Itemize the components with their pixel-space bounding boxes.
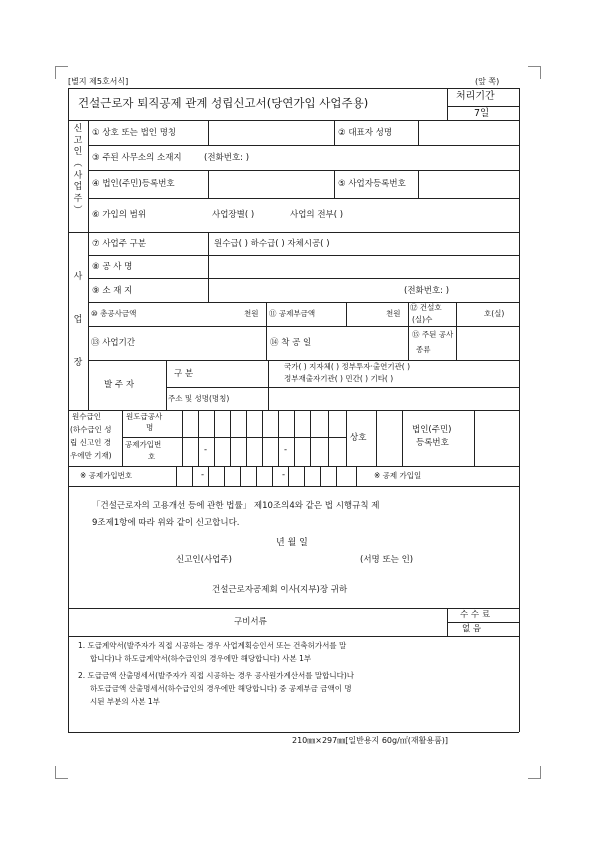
fee-value: 없 음 — [462, 624, 482, 634]
member-dash-2: - — [282, 470, 286, 480]
project-period-label: ⑬ 사업기간 — [91, 338, 136, 348]
paper-size-note: 210㎜×297㎜[일반용지 60g/㎡(재활용품)] — [292, 736, 449, 745]
client-address-label: 주소 및 성명(명칭) — [168, 394, 230, 403]
office-phone-label: (전화번호: ) — [204, 153, 250, 163]
member-number-label: ※ 공제가입번호 — [80, 471, 133, 480]
processing-period-label: 처리기간 — [456, 91, 495, 102]
client-label: 발 주 자 — [104, 380, 135, 390]
crop-mark-tl — [55, 66, 68, 79]
crop-mark-br — [528, 766, 541, 779]
page-side: (앞 쪽) — [475, 77, 500, 86]
prime-label-3: 립 신고인 경 — [70, 438, 111, 447]
biz-reg-no-label: ⑤ 사업자등록번호 — [338, 179, 406, 189]
biz-reg-no-input[interactable] — [419, 171, 518, 197]
representative-input[interactable] — [419, 121, 518, 144]
units-label-2: (실)수 — [412, 315, 433, 324]
doc-item-2-line-3: 시된 부분의 사본 1부 — [90, 697, 160, 706]
office-address-label: ③ 주된 사무소의 소재지 — [92, 153, 182, 163]
client-type-options-2[interactable]: 정부재출자기관( ) 민간( ) 기타( ) — [284, 374, 394, 383]
coverage-per-site-option[interactable]: 사업장별( ) — [212, 210, 255, 220]
office-address-input[interactable] — [300, 146, 518, 169]
declaration-line-2: 9조제1항에 따라 위와 같이 신고합니다. — [92, 518, 240, 528]
project-name-label: ⑧ 공 사 명 — [92, 262, 133, 272]
corp-reg-no-label: ④ 법인(주민)등록번호 — [92, 179, 175, 189]
site-address-label: ⑨ 소 재 지 — [92, 286, 133, 296]
member-dash-1: - — [201, 470, 205, 480]
site-section-label: 사 업 장 — [73, 272, 83, 369]
business-name-input[interactable] — [209, 121, 333, 144]
form-number: [별지 제5호서식] — [68, 77, 129, 86]
doc-item-1-line-2: 합니다)나 하도급계약서(하수급인의 경우에만 해당합니다) 사본 1부 — [90, 654, 312, 663]
recipient-line: 건설근로자공제회 이사(지부)장 귀하 — [212, 585, 348, 595]
project-name-input[interactable] — [209, 256, 518, 277]
doc-item-2-line-1: 2. 도급금액 산출명세서(발주자가 직접 시공하는 경우 공사원가계산서를 말합니다)나 — [78, 671, 355, 680]
corp-reg-no-input[interactable] — [209, 171, 333, 197]
employer-type-label: ⑦ 사업주 구분 — [92, 239, 147, 249]
coverage-label: ⑥ 가입의 범위 — [92, 210, 147, 220]
declaration-line-1: 「건설근로자의 고용개선 등에 관한 법률」 제10조의4와 같은 법 시행규칙 제 — [92, 501, 380, 511]
prime-label-1: 원수급인 — [72, 412, 101, 421]
main-work-type-label-1: ⑮ 주된 공사 — [412, 330, 454, 339]
prime-reg-label-1: 법인(주민) — [412, 425, 452, 435]
processing-period-value: 7일 — [474, 108, 490, 119]
prime-contract-name-label-2: 명 — [146, 423, 154, 432]
prime-contract-name-label-1: 원도급공사 — [126, 412, 163, 421]
contribution-amount-label: ⑪ 공제부금액 — [269, 309, 316, 318]
doc-item-1-line-1: 1. 도급계약서(발주자가 직접 시공하는 경우 사업계획승인서 또는 건축허가서를 말 — [78, 641, 347, 650]
total-amount-unit: 천원 — [244, 309, 259, 318]
start-date-label: ⑭ 착 공 일 — [270, 338, 312, 348]
employer-type-options[interactable]: 원수급( ) 하수급( ) 자체시공( ) — [214, 239, 330, 249]
total-amount-label: ⑩ 총공사금액 — [91, 309, 137, 318]
form-title: 건설근로자 퇴직공제 관계 성립신고서(당연가입 사업주용) — [78, 96, 369, 110]
crop-mark-bl — [55, 766, 68, 779]
doc-item-2-line-2: 하도급금액 산출명세서(하수급인의 경우에만 해당합니다) 중 공제부금 금액이 명 — [90, 684, 352, 693]
signer-label: 신고인(사업주) — [176, 555, 232, 565]
client-type-options-1[interactable]: 국가( ) 지자체( ) 정부투자·출연기관( ) — [284, 362, 411, 371]
contribution-amount-unit: 천원 — [386, 309, 401, 318]
prime-member-no-label-2: 호 — [148, 452, 156, 461]
client-address-input[interactable] — [269, 388, 518, 409]
prime-label-2: (하수급인 성 — [70, 425, 112, 434]
prime-reg-label-2: 등록번호 — [416, 438, 449, 448]
coverage-whole-option[interactable]: 사업의 전부( ) — [290, 210, 344, 220]
required-docs-label: 구비서류 — [234, 617, 267, 627]
site-phone-label: (전화번호: ) — [404, 286, 450, 296]
business-name-label: ① 상호 또는 법인 명칭 — [92, 128, 177, 138]
crop-mark-tr — [528, 66, 541, 79]
main-work-type-label-2: 종류 — [416, 345, 431, 354]
reporter-section-label: 신 고 인 ︵ 사 업 주 ︶ — [73, 124, 83, 216]
signature-note[interactable]: (서명 또는 인) — [360, 555, 414, 565]
prime-dash-2: - — [284, 445, 288, 455]
prime-label-4: 우에만 기재) — [70, 451, 112, 460]
fee-label: 수 수 료 — [460, 610, 491, 620]
representative-label: ② 대표자 성명 — [338, 128, 393, 138]
prime-member-no-label-1: 공제가입번 — [125, 440, 162, 449]
client-type-label: 구 분 — [174, 369, 194, 379]
member-date-label: ※ 공제 가입일 — [374, 471, 422, 480]
units-unit: 호(실) — [484, 309, 505, 318]
prime-company-label: 상호 — [350, 433, 367, 443]
units-label-1: ⑫ 건설호 — [410, 303, 442, 312]
declaration-date: 년 월 일 — [276, 538, 308, 548]
prime-dash-1: - — [204, 445, 208, 455]
